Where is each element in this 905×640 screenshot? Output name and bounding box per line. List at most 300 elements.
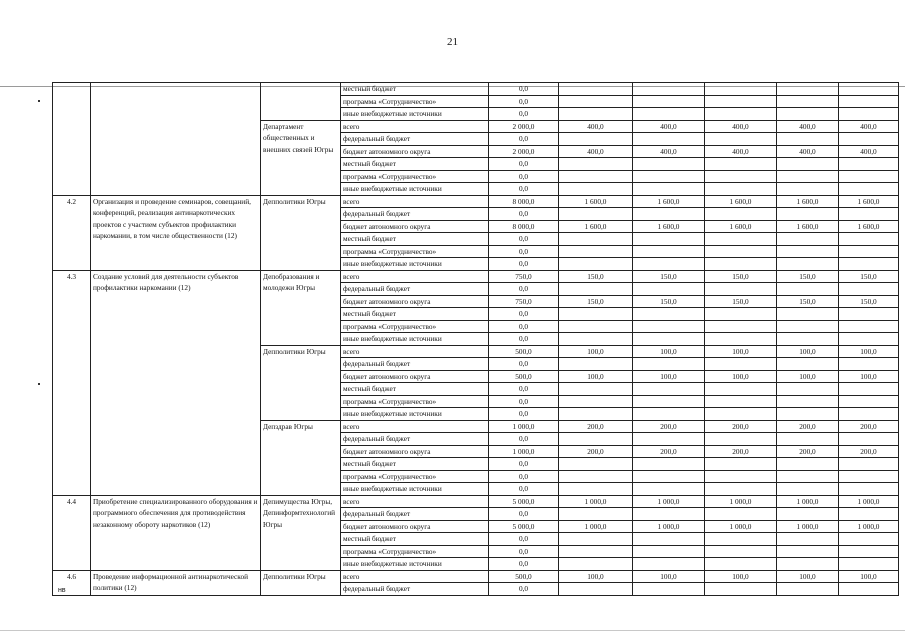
year-amount-cell	[633, 333, 705, 346]
year-amount-cell	[559, 533, 633, 546]
year-amount-cell	[777, 383, 839, 396]
year-amount-cell	[705, 333, 777, 346]
year-amount-cell	[633, 395, 705, 408]
funding-source-cell: иные внебюджетные источники	[341, 483, 489, 496]
year-amount-cell	[633, 308, 705, 321]
year-amount-cell	[633, 358, 705, 371]
year-amount-cell	[633, 508, 705, 521]
year-amount-cell	[705, 170, 777, 183]
funding-source-cell: местный бюджет	[341, 308, 489, 321]
budget-table-body	[53, 83, 899, 596]
year-amount-cell	[705, 245, 777, 258]
year-amount-cell: 100,0	[705, 345, 777, 358]
total-amount-cell: 0,0	[489, 408, 559, 421]
year-amount-cell	[777, 108, 839, 121]
year-amount-cell	[559, 308, 633, 321]
year-amount-cell: 200,0	[839, 420, 899, 433]
year-amount-cell	[633, 320, 705, 333]
year-amount-cell: 100,0	[633, 370, 705, 383]
total-amount-cell: 0,0	[489, 333, 559, 346]
year-amount-cell: 100,0	[839, 570, 899, 583]
item-number-cell: 4.3	[53, 270, 91, 495]
funding-source-cell: программа «Сотрудничество»	[341, 95, 489, 108]
year-amount-cell	[633, 170, 705, 183]
year-amount-cell	[633, 208, 705, 221]
year-amount-cell	[839, 408, 899, 421]
year-amount-cell: 1 600,0	[705, 220, 777, 233]
year-amount-cell: 1 600,0	[633, 220, 705, 233]
funding-source-cell: программа «Сотрудничество»	[341, 245, 489, 258]
year-amount-cell	[559, 95, 633, 108]
year-amount-cell	[705, 458, 777, 471]
year-amount-cell	[705, 583, 777, 596]
year-amount-cell: 400,0	[777, 120, 839, 133]
year-amount-cell	[839, 283, 899, 296]
year-amount-cell: 400,0	[839, 120, 899, 133]
page-number: 21	[447, 36, 458, 48]
year-amount-cell	[633, 158, 705, 171]
year-amount-cell	[559, 170, 633, 183]
year-amount-cell	[559, 483, 633, 496]
year-amount-cell	[705, 308, 777, 321]
year-amount-cell: 100,0	[633, 570, 705, 583]
item-name-cell: Приобретение специализированного оборудования и программного обеспечения для противодействия незаконному обороту наркотиков (12)	[91, 495, 261, 570]
year-amount-cell	[839, 208, 899, 221]
year-amount-cell	[633, 545, 705, 558]
year-amount-cell	[559, 283, 633, 296]
year-amount-cell	[559, 258, 633, 271]
total-amount-cell: 500,0	[489, 370, 559, 383]
year-amount-cell: 200,0	[633, 420, 705, 433]
budget-table	[52, 82, 899, 596]
total-amount-cell: 0,0	[489, 458, 559, 471]
year-amount-cell	[839, 183, 899, 196]
year-amount-cell	[777, 358, 839, 371]
year-amount-cell	[633, 458, 705, 471]
funding-source-cell: бюджет автономного округа	[341, 370, 489, 383]
year-amount-cell	[559, 583, 633, 596]
year-amount-cell	[839, 158, 899, 171]
year-amount-cell: 400,0	[777, 145, 839, 158]
year-amount-cell	[839, 83, 899, 96]
year-amount-cell: 400,0	[705, 145, 777, 158]
year-amount-cell: 200,0	[705, 445, 777, 458]
total-amount-cell: 0,0	[489, 170, 559, 183]
total-amount-cell: 500,0	[489, 570, 559, 583]
year-amount-cell: 1 000,0	[839, 495, 899, 508]
year-amount-cell: 100,0	[777, 570, 839, 583]
year-amount-cell	[839, 558, 899, 571]
funding-source-cell: местный бюджет	[341, 383, 489, 396]
total-amount-cell: 5 000,0	[489, 495, 559, 508]
year-amount-cell	[705, 108, 777, 121]
funding-source-cell: бюджет автономного округа	[341, 445, 489, 458]
funding-source-cell: всего	[341, 120, 489, 133]
year-amount-cell	[839, 483, 899, 496]
funding-source-cell: бюджет автономного округа	[341, 295, 489, 308]
year-amount-cell	[777, 283, 839, 296]
year-amount-cell: 150,0	[633, 295, 705, 308]
year-amount-cell: 200,0	[839, 445, 899, 458]
year-amount-cell: 200,0	[559, 420, 633, 433]
item-name-cell: Проведение информационной антинаркотической политики (12)	[91, 570, 261, 595]
year-amount-cell: 100,0	[777, 345, 839, 358]
year-amount-cell	[777, 308, 839, 321]
year-amount-cell: 200,0	[777, 420, 839, 433]
funding-source-cell: всего	[341, 570, 489, 583]
year-amount-cell	[633, 470, 705, 483]
total-amount-cell: 0,0	[489, 308, 559, 321]
year-amount-cell	[777, 83, 839, 96]
footer-mark: нв	[58, 587, 66, 594]
funding-source-cell: иные внебюджетные источники	[341, 183, 489, 196]
funding-source-cell: программа «Сотрудничество»	[341, 545, 489, 558]
total-amount-cell: 0,0	[489, 483, 559, 496]
year-amount-cell: 400,0	[633, 145, 705, 158]
year-amount-cell	[705, 533, 777, 546]
item-number-cell: 4.6	[53, 570, 91, 595]
year-amount-cell	[559, 358, 633, 371]
total-amount-cell: 750,0	[489, 295, 559, 308]
year-amount-cell	[839, 508, 899, 521]
year-amount-cell	[777, 183, 839, 196]
executor-cell	[261, 83, 341, 121]
year-amount-cell	[633, 95, 705, 108]
total-amount-cell: 8 000,0	[489, 195, 559, 208]
total-amount-cell: 0,0	[489, 183, 559, 196]
funding-source-cell: иные внебюджетные источники	[341, 258, 489, 271]
year-amount-cell: 1 000,0	[633, 520, 705, 533]
funding-source-cell: программа «Сотрудничество»	[341, 320, 489, 333]
year-amount-cell: 150,0	[705, 270, 777, 283]
footer-rule	[0, 630, 905, 631]
funding-source-cell: федеральный бюджет	[341, 583, 489, 596]
year-amount-cell	[777, 583, 839, 596]
total-amount-cell: 0,0	[489, 358, 559, 371]
year-amount-cell: 400,0	[559, 120, 633, 133]
item-name-cell: Организация и проведение семинаров, совещаний, конференций, реализация антинаркотических проектов с участием субъектов профилактики наркомании, в том числе общественности (12)	[91, 195, 261, 270]
year-amount-cell	[559, 558, 633, 571]
year-amount-cell	[839, 433, 899, 446]
year-amount-cell	[839, 108, 899, 121]
year-amount-cell	[777, 408, 839, 421]
year-amount-cell	[559, 233, 633, 246]
year-amount-cell	[777, 433, 839, 446]
executor-cell: Департамент общественных и внешних связей Югры	[261, 120, 341, 195]
year-amount-cell: 1 600,0	[777, 220, 839, 233]
year-amount-cell: 150,0	[839, 270, 899, 283]
funding-source-cell: местный бюджет	[341, 533, 489, 546]
item-number-cell	[53, 83, 91, 196]
funding-source-cell: бюджет автономного округа	[341, 220, 489, 233]
funding-source-cell: федеральный бюджет	[341, 283, 489, 296]
year-amount-cell	[705, 358, 777, 371]
year-amount-cell	[633, 258, 705, 271]
year-amount-cell: 100,0	[705, 570, 777, 583]
year-amount-cell: 200,0	[705, 420, 777, 433]
executor-cell: Депполитики Югры	[261, 195, 341, 270]
year-amount-cell: 100,0	[559, 370, 633, 383]
year-amount-cell	[633, 233, 705, 246]
year-amount-cell: 1 600,0	[705, 195, 777, 208]
year-amount-cell	[559, 408, 633, 421]
year-amount-cell	[559, 470, 633, 483]
year-amount-cell	[777, 533, 839, 546]
year-amount-cell	[839, 245, 899, 258]
year-amount-cell	[705, 95, 777, 108]
year-amount-cell	[777, 458, 839, 471]
year-amount-cell: 1 000,0	[705, 520, 777, 533]
year-amount-cell	[705, 508, 777, 521]
funding-source-cell: бюджет автономного округа	[341, 145, 489, 158]
table-row	[53, 195, 899, 208]
year-amount-cell	[559, 545, 633, 558]
item-number-cell: 4.2	[53, 195, 91, 270]
total-amount-cell: 0,0	[489, 545, 559, 558]
year-amount-cell: 200,0	[633, 445, 705, 458]
funding-source-cell: федеральный бюджет	[341, 433, 489, 446]
year-amount-cell: 100,0	[839, 370, 899, 383]
funding-source-cell: федеральный бюджет	[341, 133, 489, 146]
year-amount-cell	[839, 545, 899, 558]
year-amount-cell	[839, 395, 899, 408]
year-amount-cell: 150,0	[705, 295, 777, 308]
year-amount-cell	[633, 283, 705, 296]
table-row	[53, 495, 899, 508]
total-amount-cell: 0,0	[489, 233, 559, 246]
year-amount-cell	[839, 333, 899, 346]
total-amount-cell: 0,0	[489, 583, 559, 596]
total-amount-cell: 0,0	[489, 558, 559, 571]
total-amount-cell: 750,0	[489, 270, 559, 283]
year-amount-cell	[559, 158, 633, 171]
total-amount-cell: 0,0	[489, 258, 559, 271]
total-amount-cell: 0,0	[489, 95, 559, 108]
funding-source-cell: всего	[341, 345, 489, 358]
total-amount-cell: 0,0	[489, 108, 559, 121]
executor-cell: Депполитики Югры	[261, 345, 341, 420]
year-amount-cell	[777, 395, 839, 408]
year-amount-cell	[777, 508, 839, 521]
year-amount-cell	[633, 533, 705, 546]
total-amount-cell: 0,0	[489, 533, 559, 546]
year-amount-cell: 150,0	[559, 295, 633, 308]
year-amount-cell	[559, 383, 633, 396]
executor-cell: Депполитики Югры	[261, 570, 341, 595]
total-amount-cell: 0,0	[489, 320, 559, 333]
year-amount-cell: 150,0	[633, 270, 705, 283]
year-amount-cell	[559, 183, 633, 196]
year-amount-cell: 1 000,0	[777, 495, 839, 508]
funding-source-cell: федеральный бюджет	[341, 508, 489, 521]
year-amount-cell: 100,0	[559, 570, 633, 583]
funding-source-cell: федеральный бюджет	[341, 208, 489, 221]
funding-source-cell: местный бюджет	[341, 83, 489, 96]
year-amount-cell: 100,0	[633, 345, 705, 358]
year-amount-cell	[777, 558, 839, 571]
year-amount-cell	[559, 108, 633, 121]
year-amount-cell	[633, 383, 705, 396]
year-amount-cell	[559, 133, 633, 146]
funding-source-cell: местный бюджет	[341, 458, 489, 471]
funding-source-cell: программа «Сотрудничество»	[341, 395, 489, 408]
year-amount-cell	[705, 470, 777, 483]
year-amount-cell	[559, 458, 633, 471]
funding-source-cell: иные внебюджетные источники	[341, 408, 489, 421]
year-amount-cell: 1 600,0	[559, 195, 633, 208]
year-amount-cell	[839, 383, 899, 396]
year-amount-cell: 1 000,0	[559, 495, 633, 508]
funding-source-cell: иные внебюджетные источники	[341, 333, 489, 346]
funding-source-cell: всего	[341, 195, 489, 208]
year-amount-cell: 100,0	[777, 370, 839, 383]
funding-source-cell: федеральный бюджет	[341, 358, 489, 371]
total-amount-cell: 2 000,0	[489, 120, 559, 133]
year-amount-cell: 1 000,0	[839, 520, 899, 533]
year-amount-cell: 1 000,0	[559, 520, 633, 533]
year-amount-cell	[839, 358, 899, 371]
year-amount-cell	[777, 258, 839, 271]
item-name-cell: Создание условий для деятельности субъектов профилактики наркомании (12)	[91, 270, 261, 495]
year-amount-cell	[633, 433, 705, 446]
year-amount-cell	[777, 333, 839, 346]
year-amount-cell: 1 600,0	[777, 195, 839, 208]
year-amount-cell: 400,0	[559, 145, 633, 158]
total-amount-cell: 0,0	[489, 208, 559, 221]
funding-source-cell: всего	[341, 495, 489, 508]
year-amount-cell: 1 600,0	[839, 195, 899, 208]
year-amount-cell: 150,0	[839, 295, 899, 308]
year-amount-cell	[705, 283, 777, 296]
year-amount-cell	[777, 483, 839, 496]
year-amount-cell	[633, 558, 705, 571]
funding-source-cell: местный бюджет	[341, 233, 489, 246]
year-amount-cell: 1 000,0	[633, 495, 705, 508]
year-amount-cell	[777, 158, 839, 171]
year-amount-cell	[705, 558, 777, 571]
table-row	[53, 83, 899, 96]
total-amount-cell: 0,0	[489, 83, 559, 96]
year-amount-cell: 100,0	[705, 370, 777, 383]
year-amount-cell	[559, 320, 633, 333]
year-amount-cell	[705, 233, 777, 246]
year-amount-cell	[705, 545, 777, 558]
year-amount-cell	[705, 133, 777, 146]
year-amount-cell	[633, 483, 705, 496]
year-amount-cell: 150,0	[777, 270, 839, 283]
year-amount-cell	[559, 395, 633, 408]
year-amount-cell	[777, 545, 839, 558]
year-amount-cell	[705, 183, 777, 196]
year-amount-cell	[705, 208, 777, 221]
year-amount-cell	[633, 183, 705, 196]
total-amount-cell: 0,0	[489, 133, 559, 146]
year-amount-cell	[559, 433, 633, 446]
year-amount-cell: 1 600,0	[839, 220, 899, 233]
margin-speck	[38, 100, 40, 102]
year-amount-cell	[559, 245, 633, 258]
year-amount-cell	[839, 258, 899, 271]
year-amount-cell	[559, 508, 633, 521]
year-amount-cell	[839, 533, 899, 546]
year-amount-cell	[633, 133, 705, 146]
year-amount-cell: 1 600,0	[633, 195, 705, 208]
year-amount-cell	[839, 133, 899, 146]
year-amount-cell	[777, 470, 839, 483]
executor-cell: Депимущества Югры, Депинформтехнологий Югры	[261, 495, 341, 570]
year-amount-cell	[777, 320, 839, 333]
funding-source-cell: бюджет автономного округа	[341, 520, 489, 533]
year-amount-cell	[839, 308, 899, 321]
year-amount-cell	[633, 408, 705, 421]
total-amount-cell: 5 000,0	[489, 520, 559, 533]
year-amount-cell	[839, 95, 899, 108]
year-amount-cell	[559, 333, 633, 346]
year-amount-cell: 150,0	[559, 270, 633, 283]
year-amount-cell	[839, 233, 899, 246]
year-amount-cell	[705, 83, 777, 96]
year-amount-cell	[633, 83, 705, 96]
year-amount-cell: 200,0	[777, 445, 839, 458]
year-amount-cell	[777, 208, 839, 221]
total-amount-cell: 0,0	[489, 158, 559, 171]
total-amount-cell: 500,0	[489, 345, 559, 358]
funding-source-cell: всего	[341, 270, 489, 283]
total-amount-cell: 0,0	[489, 470, 559, 483]
year-amount-cell: 400,0	[705, 120, 777, 133]
year-amount-cell: 150,0	[777, 295, 839, 308]
year-amount-cell	[839, 458, 899, 471]
table-row	[53, 570, 899, 583]
funding-source-cell: местный бюджет	[341, 158, 489, 171]
item-name-cell	[91, 83, 261, 196]
total-amount-cell: 0,0	[489, 508, 559, 521]
year-amount-cell	[839, 583, 899, 596]
year-amount-cell	[839, 170, 899, 183]
year-amount-cell: 1 000,0	[705, 495, 777, 508]
year-amount-cell	[705, 258, 777, 271]
year-amount-cell: 400,0	[839, 145, 899, 158]
total-amount-cell: 0,0	[489, 283, 559, 296]
year-amount-cell	[633, 583, 705, 596]
year-amount-cell	[777, 133, 839, 146]
funding-source-cell: программа «Сотрудничество»	[341, 170, 489, 183]
funding-source-cell: всего	[341, 420, 489, 433]
funding-source-cell: иные внебюджетные источники	[341, 558, 489, 571]
year-amount-cell	[559, 208, 633, 221]
year-amount-cell	[559, 83, 633, 96]
year-amount-cell	[777, 95, 839, 108]
table-row	[53, 270, 899, 283]
total-amount-cell: 1 000,0	[489, 420, 559, 433]
executor-cell: Депздрав Югры	[261, 420, 341, 495]
year-amount-cell	[705, 395, 777, 408]
year-amount-cell	[705, 320, 777, 333]
year-amount-cell: 1 000,0	[777, 520, 839, 533]
total-amount-cell: 0,0	[489, 245, 559, 258]
year-amount-cell: 100,0	[559, 345, 633, 358]
year-amount-cell: 100,0	[839, 345, 899, 358]
total-amount-cell: 0,0	[489, 433, 559, 446]
executor-cell: Депобразования и молодежи Югры	[261, 270, 341, 345]
funding-source-cell: иные внебюджетные источники	[341, 108, 489, 121]
margin-speck	[38, 383, 40, 385]
year-amount-cell	[777, 245, 839, 258]
total-amount-cell: 0,0	[489, 395, 559, 408]
year-amount-cell	[839, 470, 899, 483]
year-amount-cell	[839, 320, 899, 333]
item-number-cell: 4.4	[53, 495, 91, 570]
